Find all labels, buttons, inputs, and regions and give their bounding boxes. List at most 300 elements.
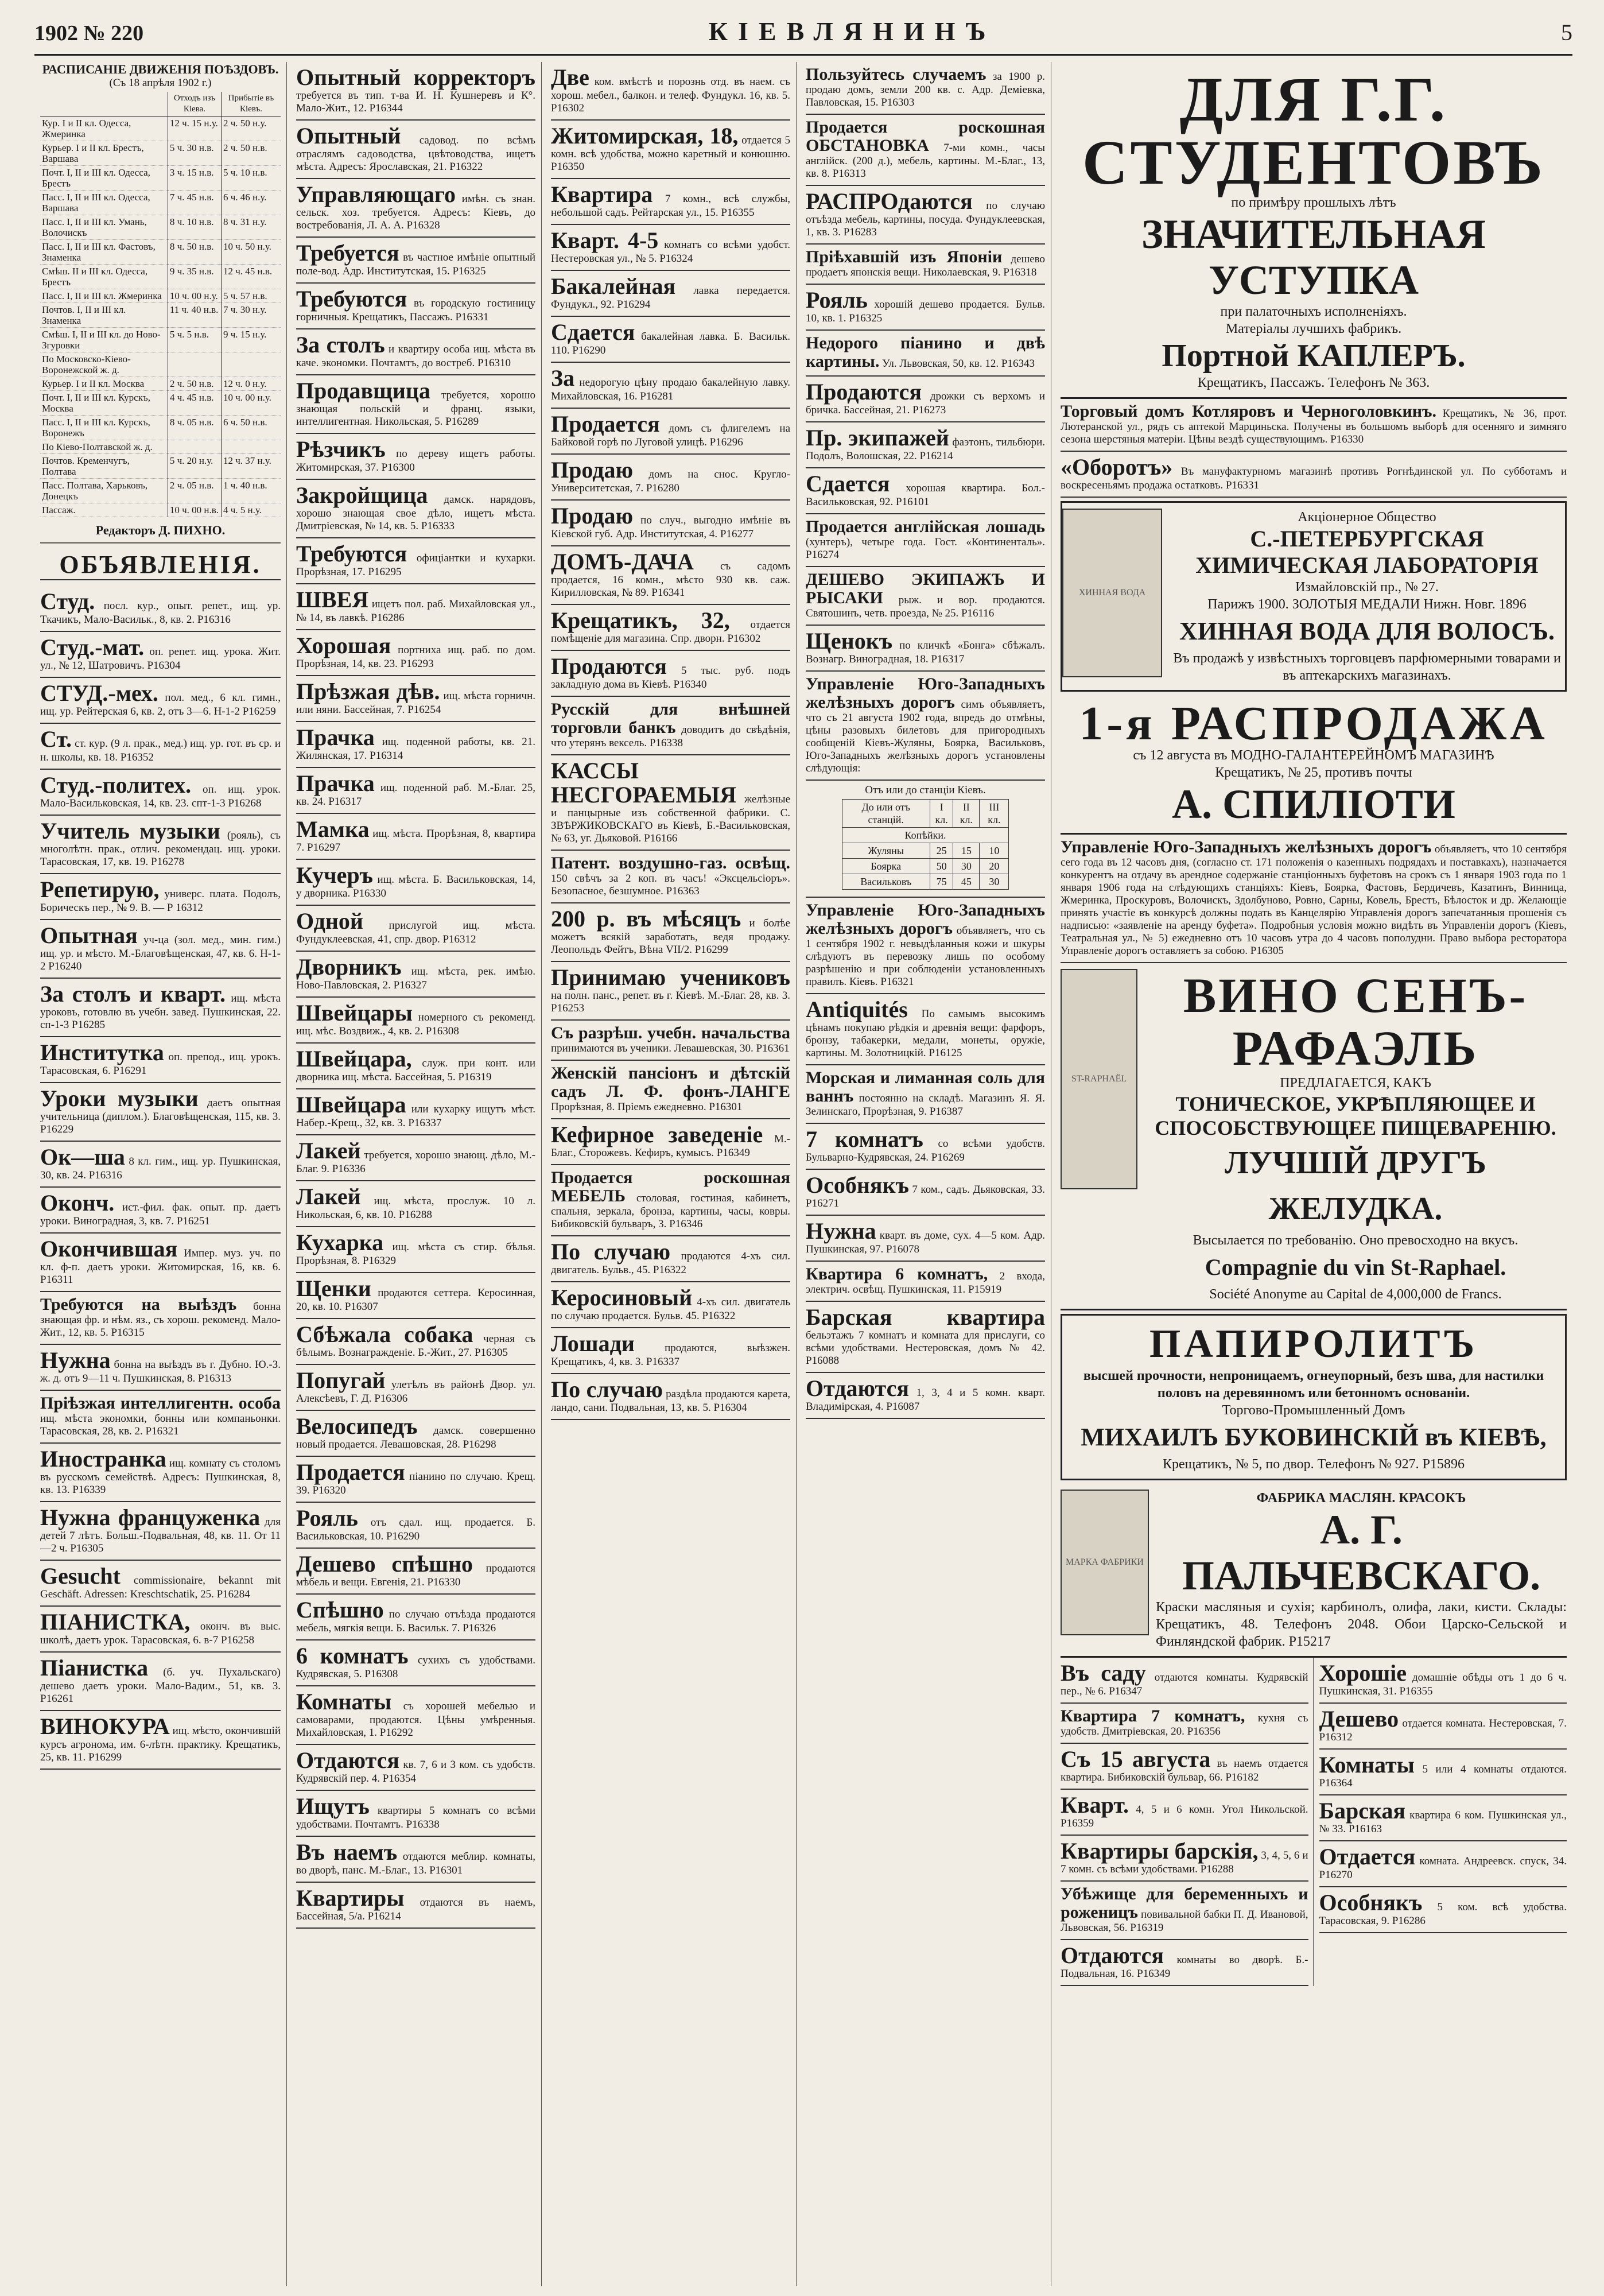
ad-heading: Требуются — [296, 286, 407, 312]
ad-body: оп. репет. ищ. урока. Жит. ул., № 12, Шатровичъ. P16304 — [40, 646, 281, 672]
classified-ad — [806, 1302, 1045, 1373]
ad-body: commissionaire, bekannt mit Geschäft. Adressen: Kreschtschatik, 25. P16284 — [40, 1574, 281, 1600]
timetable-cell: 10 ч. 50 н.у. — [221, 240, 281, 265]
ad-heading: Требуется — [296, 240, 399, 266]
ad-body: пол. мед., 6 кл. гимн., ищ. ур. Рейтерская 6, кв. 2, отъ 3—6. Н-1-2 P16259 — [40, 692, 281, 718]
ad-heading: Закройщица — [296, 482, 428, 508]
classified-ad — [296, 1273, 535, 1319]
classified-ad — [806, 115, 1045, 186]
ad-heading: Продается — [296, 1459, 405, 1485]
classified-ad — [551, 179, 790, 225]
ad-heading: Швейцары — [296, 1000, 413, 1026]
ad-heading: Сдается — [551, 319, 635, 345]
ad-heading: Рояль — [806, 287, 868, 313]
timetable-cell: По Московско-Кіево-Воронежской ж. д. — [42, 354, 131, 375]
fares-cell: 75 — [930, 874, 953, 890]
classified-ad — [296, 860, 535, 906]
ad-heading: Дешево спѣшно — [296, 1551, 473, 1577]
lab-company-type: Акціонерное Общество — [1298, 510, 1436, 525]
classified-ad — [40, 1444, 281, 1502]
ad-body: (рояль), съ многолѣтн. прак., отлич. рекомендац. ищ. уроки. Тарасовская, 17, кв. 19. P16278 — [40, 829, 281, 868]
papirolit-owner: МИХАИЛЪ БУКОВИНСКІЙ въ КІЕВѢ, — [1081, 1423, 1547, 1451]
classified-ad — [40, 874, 281, 920]
ad-body: дрожки съ верхомъ и бричка. Бассейная, 21. P16273 — [806, 390, 1046, 416]
ad-heading: Студ.-мат. — [40, 634, 145, 660]
classified-ad — [551, 225, 790, 271]
classified-ad — [1319, 1658, 1567, 1704]
timetable-cell — [168, 440, 221, 454]
ad-body: бонна знающая фр. и нѣм. яз., съ хорош. рекоменд. Мало-Жит., 12, кв. 5. P16315 — [40, 1301, 281, 1339]
papirolit-ad — [1061, 1314, 1567, 1480]
timetable-cell: Курьер. I и II кл. Брестъ, Варшава — [42, 142, 144, 164]
fares-unit: Копѣйки. — [842, 828, 1009, 843]
timetable-subtitle: (Съ 18 апрѣля 1902 г.) — [109, 77, 212, 89]
ad-body: со всѣми удобств. Бульварно-Кудрявская, 24. P16269 — [806, 1138, 1045, 1163]
ad-body: кв. 7, 6 и 3 ком. съ удобств. Кудрявскій пер. 4. P16354 — [296, 1759, 536, 1785]
ad-heading: 7 комнатъ — [806, 1126, 923, 1152]
ad-heading: Квартиры — [296, 1885, 405, 1911]
ad-heading: РАСПРОдаются — [806, 188, 973, 214]
timetable-cell: 12 ч. 0 н.у. — [221, 377, 281, 391]
ad-heading: Учитель музыки — [40, 818, 220, 844]
classified-ad — [296, 1883, 535, 1929]
classified-ad — [551, 1282, 790, 1328]
lab-name: С.-ПЕТЕРБУРГСКАЯ ХИМИЧЕСКАЯ ЛАБОРАТОРІЯ — [1195, 526, 1539, 578]
ad-heading: Комнаты — [1319, 1752, 1415, 1778]
railway-body: объявляетъ, что 10 сентября сего года въ 12 часовъ дня, (согласно ст. 171 положенія о казенныхъ подрядахъ и поставкахъ), назначается конкурентъ на отдачу въ арендное содержаніе станціонныхъ буфетовъ на срокъ съ 1 января 1903 года по 1 января 1906 года на слѣдующихъ станціяхъ: Кіевъ, Боярка, Фастовъ, Бердичевъ, Казатинъ, Винница, Жмеринка, Проскуровъ, Волочискъ, Здолбуново, Ровно, Сарны, Ковель, Брестъ, Бѣлосток и др. Желающіе принять участіе въ конкурсѣ должны подать въ Канцелярію Управленія дорогъ запечатанныя прошенія съ надписью: «заявленіе на аренду буфета». Подробныя условія можно видѣть въ Управленіи дорогъ (Кіевъ, Театральная ул., № 5) ежедневно отъ 10 часовъ утра до 4 часовъ пополудни. Право выбора ресторатора Управленіе дорогъ оставляетъ за собою. P16305 — [1061, 843, 1567, 957]
ad-body: раздѣла продаются карета, ландо, сани. Подвальная, 13, кв. 5. P16304 — [551, 1388, 791, 1414]
ad-heading: Студ.-политех. — [40, 772, 192, 798]
classified-ad — [1319, 1795, 1567, 1841]
sale-ad — [1061, 695, 1567, 835]
timetable-cell: Пасс. Полтава, Харьковъ, Донецкъ — [42, 480, 148, 502]
timetable-cell: 5 ч. 30 н.в. — [168, 141, 221, 166]
classified-ad — [551, 546, 790, 605]
classified-ad — [551, 455, 790, 501]
ad-heading: Antiquités — [806, 996, 908, 1022]
ad-body: 5 тыс. руб. подъ закладную дома въ Кіевѣ. P16340 — [551, 665, 791, 691]
classified-ad — [551, 1119, 790, 1165]
ad-body: по случаю отъѣзда мебель, картины, посуда. Фундуклеевская, 1, кв. 3. P16283 — [806, 200, 1046, 238]
ad-heading: Хорошая — [296, 633, 391, 658]
fares-table — [842, 799, 1009, 890]
ad-heading: Рѣзчикъ — [296, 436, 386, 462]
fares-cell: Васильковъ — [842, 874, 930, 890]
classified-ad — [806, 567, 1045, 626]
classified-ad — [806, 186, 1045, 245]
classified-ad — [296, 1549, 535, 1595]
ad-body: кухня съ удобств. Дмитріевская, 20. P16356 — [1061, 1712, 1308, 1737]
ad-body: желѣзные и панцырные изъ собственной фабрики. С. ЗВѢРЖИКОВСКАГО въ Кіевѣ, Б.-Васильковская, № 63, уг. Дьяковой. P16166 — [551, 793, 790, 844]
classified-ad — [40, 1142, 281, 1188]
classified-ad — [551, 1236, 790, 1282]
ad-heading: Сбѣжала собака — [296, 1321, 473, 1347]
ad-heading: Институтка — [40, 1040, 164, 1065]
col5-left-ads — [1061, 1658, 1314, 1986]
ad-heading: Барская квартира — [806, 1304, 1045, 1330]
wine-name: ВИНО СЕНЪ-РАФАЭЛЬ — [1183, 968, 1528, 1076]
paint-factory-body: Краски масляныя и сухія; карбинолъ, олифа, лаки, кисти. Склады: Крещатикъ, 48. Телефонъ 2048. Обои Царско-Сельской и Финляндской фабрик. P15217 — [1156, 1600, 1567, 1649]
fares-row — [842, 874, 1009, 890]
editor-line: Редакторъ Д. ПИХНО. — [40, 523, 281, 544]
ad-body: дамск. совершенно новый продается. Левашовская, 28. P16298 — [296, 1425, 535, 1450]
classified-ad — [40, 920, 281, 979]
ad-body: 4, 5 и 6 комн. Угол Никольской. P16359 — [1061, 1804, 1308, 1829]
ad-body: комнаты во дворѣ. Б.-Подвальная, 16. P16349 — [1061, 1954, 1308, 1980]
ad-heading: Управленіе Юго-Западныхъ желѣзныхъ дорогъ — [806, 901, 1045, 938]
ad-heading: Патент. воздушно-газ. освѣщ. — [551, 854, 790, 872]
ad-body: квартиры 5 комнатъ со всѣми удобствами. Почтамтъ. P16338 — [296, 1805, 536, 1830]
classified-ad — [40, 979, 281, 1037]
papirolit-address: Крещатикъ, № 5, по двор. Телефонъ № 927. P15896 — [1162, 1457, 1465, 1472]
sale-address: Крещатикъ, № 25, противъ почты — [1215, 765, 1412, 780]
timetable-row — [40, 215, 281, 240]
timetable-cell: 12 ч. 15 н.у. — [168, 117, 221, 141]
ad-body: ищ. мѣста. Б. Васильковская, 14, у дворника. P16330 — [296, 874, 535, 899]
paint-factory-ad — [1061, 1484, 1567, 1658]
ad-body: 5 ком. всѣ удобства. Тарасовская, 9. P16286 — [1319, 1901, 1567, 1927]
timetable-cell: 2 ч. 05 н.в. — [168, 479, 221, 503]
paint-factory-owner: А. Г. ПАЛЬЧЕВСКАГО. — [1182, 1507, 1541, 1599]
ad-body: (хунтеръ), четыре года. Гост. «Континенталь». P16274 — [806, 536, 1045, 561]
ad-heading: Женскій пансіонъ и дѣтскій садъ Л. Ф. фонъ-ЛАНГЕ — [551, 1064, 790, 1101]
chem-lab-ad — [1061, 501, 1567, 692]
classified-ad — [1319, 1841, 1567, 1887]
ad-body: домъ на снос. Кругло-Университетская, 7. P16280 — [551, 468, 791, 494]
ad-body: садовод. по всѣмъ отраслямъ садоводства, цвѣтоводства, ищетъ мѣста. Адресъ: Ярославская, 21. P16322 — [296, 134, 535, 173]
ad-heading: Русскій для внѣшней торговли банкъ — [551, 700, 790, 737]
ad-body: портниха ищ. раб. по дом. Прорѣзная, 14, кв. 23. P16293 — [296, 644, 535, 670]
ad-body: въ частное имѣніе опытный поле-вод. Адр. Институтская, 15. P16325 — [296, 251, 536, 277]
ad-heading: Оконч. — [40, 1190, 115, 1216]
ad-heading: Кефирное заведеніе — [551, 1122, 763, 1147]
timetable-cell: 12 ч. 37 н.у. — [221, 454, 281, 479]
ad-heading: Крещатикъ, 32, — [551, 607, 730, 633]
col4-ads-continued — [806, 898, 1045, 1419]
oborot-body: Въ мануфактурномъ магазинѣ противъ Рогнѣдинской ул. По субботамъ и воскресеньямъ продажа остатковъ. P16331 — [1061, 466, 1567, 491]
ad-body: отдается комната. Нестеровская, 7. P16312 — [1319, 1717, 1567, 1743]
train-timetable — [40, 92, 281, 517]
tailor-address: Крещатикъ, Пассажъ. Телефонъ № 363. — [1197, 375, 1430, 390]
classified-ad — [1319, 1887, 1567, 1933]
timetable-cell: 4 ч. 45 н.в. — [168, 391, 221, 416]
ad-body: Импер. муз. уч. по кл. ф-п. даетъ уроки. Житомирская, 16, кв. 6. P16311 — [40, 1247, 281, 1286]
classified-ad — [806, 1373, 1045, 1419]
timetable-cell: 9 ч. 15 н.у. — [221, 328, 281, 352]
ad-body: продаются 4-хъ сил. двигатель. Бульв., 45. P16322 — [551, 1250, 790, 1276]
ad-body: въ наемъ отдается квартира. Бибиковскій бульвар, 66. P16182 — [1061, 1758, 1308, 1783]
timetable-cell: Почтов. I, II и III кл. Знаменка — [42, 304, 126, 326]
classified-ad — [551, 851, 790, 903]
fares-cell: Жуляны — [842, 843, 930, 859]
classified-ad — [551, 317, 790, 363]
ad-heading: ДОМЪ-ДАЧА — [551, 549, 694, 575]
classified-ad — [296, 121, 535, 179]
students-text-2: при палаточныхъ исполненіяхъ. — [1220, 304, 1407, 319]
ad-heading: ШВЕЯ — [296, 587, 369, 612]
ad-heading: Недорого піанино и двѣ картины. — [806, 333, 1045, 371]
classified-ad — [296, 630, 535, 676]
fares-row — [842, 859, 1009, 874]
ad-body: и квартиру особа ищ. мѣста въ каче. экономки. Почтамтъ, до востреб. P16310 — [296, 343, 535, 369]
ad-body: 8 кл. гим., ищ. ур. Пушкинская, 30, кв. 24. P16316 — [40, 1155, 281, 1181]
railway-buffet-ad — [1061, 835, 1567, 963]
tailor-name: Портной КАПЛЕРЪ. — [1162, 338, 1466, 374]
classified-ad — [806, 1065, 1045, 1124]
ad-body: 7 комн., всѣ службы, небольшой садъ. Рейтарская ул., 15. P16355 — [551, 193, 790, 219]
classified-ad — [40, 632, 281, 678]
ad-body: хорошій дешево продается. Бульв. 10, кв. 1. P16325 — [806, 298, 1045, 324]
ad-body: номерного съ рекоменд. ищ. мѣс. Воздвиж., 4, кв. 2. P16308 — [296, 1011, 536, 1037]
timetable-row — [40, 454, 281, 479]
ad-heading: Піанистка — [40, 1655, 149, 1681]
classified-ad — [40, 586, 281, 632]
ad-body: отъ сдал. ищ. продается. Б. Васильковская, 10. P16290 — [296, 1517, 536, 1542]
timetable-cell: 12 ч. 45 н.в. — [221, 265, 281, 289]
wine-offered: ПРЕДЛАГАЕТСЯ, КАКЪ — [1280, 1076, 1431, 1091]
ad-heading: Убѣжище для беременныхъ и роженицъ — [1061, 1884, 1308, 1922]
timetable-cell: Смѣш. I, II и III кл. до Ново-Згуровки — [42, 329, 161, 351]
ad-body: (б. уч. Пухальскаго) дешево даетъ уроки. Мало-Вадим., 51, кв. 3. P16261 — [40, 1666, 281, 1705]
ad-heading: Лакей — [296, 1184, 361, 1209]
classified-ad — [551, 1374, 790, 1420]
ad-body: на полн. панс., репет. въ г. Кіевѣ. М.-Благ. 28, кв. 3. P16253 — [551, 990, 790, 1014]
timetable-cell: 10 ч. 00 н.в. — [168, 503, 221, 517]
ad-body: объявляетъ, что съ 1 сентября 1902 г. невыдѣланныя кожи и шкуры слѣдуютъ въ перевозку лишь по особому разрѣшенію и при соблюденіи установленныхъ правилъ. Кіевъ. P16321 — [806, 925, 1046, 988]
ad-heading: Прачка — [296, 724, 375, 750]
classified-ad — [296, 1089, 535, 1135]
ad-heading: Уроки музыки — [40, 1085, 199, 1111]
fares-cell: 45 — [953, 874, 980, 890]
column-3 — [545, 62, 797, 2286]
ad-heading: Кучеръ — [296, 862, 373, 888]
classified-ad — [806, 1170, 1045, 1216]
ad-heading: Съ 15 августа — [1061, 1746, 1211, 1772]
classified-ad — [551, 697, 790, 755]
ad-body: дамск. нарядовъ, хорошо знающая свое дѣло, ищетъ мѣста. Дмитріевская, № 14, кв. 5. P16333 — [296, 494, 536, 532]
ad-heading: Квартира 7 комнатъ, — [1061, 1707, 1245, 1725]
classified-ad — [551, 121, 790, 179]
papirolit-house: Торгово-Промышленный Домъ — [1222, 1403, 1405, 1418]
ad-body: фаэтонъ, тильбюри. Подолъ, Волошская, 22. P16214 — [806, 436, 1045, 462]
oborot-heading: «Оборотъ» — [1061, 454, 1173, 480]
classified-ad — [296, 906, 535, 952]
timetable-cell: 2 ч. 50 н.в. — [221, 141, 281, 166]
newspaper-title: КІЕВЛЯНИНЪ — [708, 17, 996, 46]
timetable-cell — [221, 352, 281, 377]
ad-body: по случ., выгодно имѣніе въ Кіевской губ. Адр. Институтская, 4. P16277 — [551, 514, 790, 540]
ad-body: 4-хъ сил. двигатель по случаю продается. Бульв. 45. P16322 — [551, 1296, 790, 1322]
classified-ad — [551, 1021, 790, 1061]
timetable-row — [40, 503, 281, 517]
classified-ad — [551, 1328, 790, 1374]
timetable-cell: 5 ч. 20 н.у. — [168, 454, 221, 479]
timetable-cell: 8 ч. 31 н.у. — [221, 215, 281, 240]
classified-ad — [551, 1061, 790, 1119]
ad-heading: Требуются — [296, 541, 407, 567]
ad-body: отдаются въ наемъ, Бассейная, 5/а. P16214 — [296, 1896, 536, 1922]
timetable-cell: Пасс. I, II и III кл. Жмеринка — [42, 290, 162, 301]
classified-ad — [296, 1837, 535, 1883]
timetable-cell: 6 ч. 46 н.у. — [221, 191, 281, 215]
ad-body: бакалейная лавка. Б. Васильк. 110. P16290 — [551, 331, 791, 356]
ad-body: или кухарку ищутъ мѣст. Набер.-Крещ., 32, кв. 3. P16337 — [296, 1103, 535, 1129]
ad-body: сухихъ съ удобствами. Кудрявская, 5. P16308 — [296, 1654, 536, 1680]
timetable-cell: 8 ч. 05 н.в. — [168, 416, 221, 440]
classified-ad — [551, 363, 790, 409]
classified-ad — [806, 422, 1045, 468]
classified-ad — [551, 409, 790, 455]
kotlyar-body: Крещатикъ, № 36, прот. Лютеранской ул., рядъ съ аптекой Марциньска. Получены въ большомъ выборѣ для осенняго и зимняго сезона шерстяныя матеріи. Цѣны вездѣ существующимъ. P16330 — [1061, 408, 1567, 445]
classified-ad — [296, 62, 535, 121]
ad-body: даетъ опытная учительница (диплом.). Благовѣщенская, 115, кв. 3. P16229 — [40, 1097, 281, 1135]
classified-ad — [40, 1292, 281, 1345]
timetable-cell: 3 ч. 15 н.в. — [168, 166, 221, 191]
classified-ad — [1319, 1750, 1567, 1795]
ad-heading: Кварт. 4-5 — [551, 227, 659, 253]
timetable-cell: 10 ч. 00 н.у. — [168, 289, 221, 303]
classified-ad — [806, 672, 1045, 781]
ad-heading: Пріѣзжая интеллигентн. особа — [40, 1394, 281, 1413]
ad-heading: ПІАНИСТКА, — [40, 1609, 191, 1635]
ad-heading: Дешево — [1319, 1706, 1399, 1732]
ad-body: съ садомъ продается, 16 комн., мѣсто 930 кв. саж. Кирилловская, № 89. P16341 — [551, 560, 790, 599]
ad-body: бельэтажъ 7 комнатъ и комната для прислуги, со всѣми удобствами. Нестеровская, домъ № 42. P16088 — [806, 1329, 1045, 1367]
sale-headline: 1-я РАСПРОДАЖА — [1079, 697, 1548, 750]
lab-medals: Парижъ 1900. ЗОЛОТЫЯ МЕДАЛИ Нижн. Новг. 1896 — [1207, 597, 1527, 612]
ad-body: ищ. поденной раб. М.-Благ. 25, кв. 24. P16317 — [296, 782, 536, 808]
ad-body: піанино по случаю. Крещ. 39. P16320 — [296, 1471, 535, 1496]
timetable-cell: Почт. I, II и III кл. Одесса, Брестъ — [42, 167, 150, 189]
ad-heading: По случаю — [551, 1239, 671, 1265]
ad-heading: Кухарка — [296, 1230, 384, 1255]
classified-ad — [296, 676, 535, 722]
ad-heading: Управленіе Юго-Западныхъ желѣзныхъ дорогъ — [806, 674, 1045, 712]
wine-bottle-image — [1061, 969, 1137, 1189]
ad-body: ищетъ пол. раб. Михайловская ул., № 14, въ лавкѣ. P16286 — [296, 598, 535, 624]
ad-body: кварт. въ доме, сух. 4—5 ком. Адр. Пушкинская, 97. P16078 — [806, 1230, 1046, 1255]
timetable-row — [40, 352, 281, 377]
timetable-cell: 4 ч. 5 н.у. — [221, 503, 281, 517]
classified-ad — [551, 271, 790, 317]
fares-cell: 20 — [980, 859, 1009, 874]
ad-heading: Отдаются — [296, 1747, 400, 1773]
classified-ad — [1061, 1836, 1308, 1882]
classified-ad — [40, 1037, 281, 1083]
ad-heading: Ст. — [40, 726, 72, 752]
timetable-cell: Пассаж. — [42, 505, 76, 515]
timetable-row — [40, 191, 281, 215]
ad-heading: Требуются на выѣздъ — [40, 1295, 237, 1314]
ad-heading: По случаю — [551, 1376, 663, 1402]
classified-ad — [296, 1791, 535, 1837]
lab-availability: Въ продажѣ у извѣстныхъ торговцевъ парфюмерными товарами и въ аптекарскихъ магазинахъ. — [1173, 651, 1561, 683]
timetable-cell: 1 ч. 40 н.в. — [221, 479, 281, 503]
fares-cell: 25 — [930, 843, 953, 859]
ad-heading: Продается англійская лошадь — [806, 517, 1045, 536]
classified-ad — [296, 1503, 535, 1549]
classified-ad — [40, 1711, 281, 1770]
timetable-title: РАСПИСАНІЕ ДВИЖЕНІЯ ПОѢЗДОВЪ. — [42, 62, 279, 76]
ad-heading: ВИНОКУРА — [40, 1713, 170, 1739]
papirolit-desc: высшей прочности, непроницаемъ, огнеупорный, безъ шва, для настилки половъ на деревянномъ или бетонномъ основаніи. — [1083, 1368, 1544, 1401]
ad-body: ищ. мѣсто, окончившій курсъ агронома, им. 6-лѣтн. практику. Крещатикъ, 25, кв. 11. P16299 — [40, 1725, 281, 1763]
classified-ad — [806, 994, 1045, 1065]
ad-body: постоянно на складѣ. Магазинъ Я. Я. Зелинскаго, Прорѣзная, 9. P16387 — [806, 1092, 1045, 1118]
ad-heading: Лакей — [296, 1138, 361, 1163]
classified-ad — [806, 377, 1045, 422]
classified-ad — [40, 1502, 281, 1561]
ad-heading: Продаются — [551, 653, 667, 679]
ad-body: для детей 7 лѣтъ. Больш.-Подвальная, 48, кв. 11. От 11—2 ч. P16305 — [40, 1516, 281, 1554]
classified-ad — [806, 468, 1045, 514]
ad-heading: Барская — [1319, 1798, 1406, 1824]
fares-row — [842, 843, 1009, 859]
ad-heading: За столъ и кварт. — [40, 981, 226, 1007]
ad-body: лавка передается. Фундукл., 92. P16294 — [551, 285, 790, 311]
classified-ad — [296, 1595, 535, 1640]
timetable-cell: Пасс. I, II и III кл. Фастовъ, Знаменка — [42, 241, 156, 263]
ad-heading: Студ. — [40, 588, 95, 614]
classified-ad — [551, 62, 790, 121]
timetable-cell: 9 ч. 35 н.в. — [168, 265, 221, 289]
ad-heading: Комнаты — [296, 1689, 392, 1715]
ad-body: 7-ми комн., часы англійск. (200 д.), мебель, картины. М.-Благ., 13, кв. 8. P16313 — [806, 142, 1045, 180]
timetable-row — [40, 391, 281, 416]
ad-heading: Одной — [296, 908, 363, 934]
ad-body: отдается помѣщеніе для магазина. Спр. дворн. P16302 — [551, 619, 790, 645]
timetable-cell — [221, 440, 281, 454]
ad-body: Ул. Львовская, 50, кв. 12. P16343 — [882, 358, 1035, 370]
ad-body: ст. кур. (9 л. прак., мед.) ищ. ур. гот. въ ср. и н. школы, кв. 18. P16352 — [40, 738, 281, 763]
timetable-cell: Пасс. I, II и III кл. Умань, Волочискъ — [42, 216, 147, 238]
kotlyar-ad — [1061, 399, 1567, 452]
classified-ad — [296, 1640, 535, 1686]
ad-heading: Опытный — [296, 123, 401, 149]
ad-heading: Ок—ша — [40, 1144, 125, 1170]
classified-ad — [296, 1411, 535, 1457]
students-text-1: по примѣру прошлыхъ лѣтъ — [1231, 195, 1396, 210]
timetable-cell: 10 ч. 00 н.у. — [221, 391, 281, 416]
ad-body: ищ. поденной работы, кв. 21. Жилянская, 17. P16314 — [296, 736, 535, 762]
ad-heading: Керосиновый — [551, 1285, 693, 1310]
ad-body: служ. при конт. или дворника ищ. мѣста. Бассейная, 5. P16319 — [296, 1057, 535, 1083]
classified-ad — [40, 1188, 281, 1234]
column-2 — [290, 62, 542, 2286]
classified-ad — [40, 1083, 281, 1142]
classified-ad — [40, 1345, 281, 1391]
timetable-cell: 5 ч. 10 н.в. — [221, 166, 281, 191]
ad-heading: Велосипедъ — [296, 1413, 418, 1439]
ad-heading: Съ разрѣш. учебн. начальства — [551, 1023, 790, 1042]
ad-heading: 200 р. въ мѣсяцъ — [551, 906, 741, 932]
wine-company: Compagnie du vin St-Raphael. — [1205, 1254, 1506, 1280]
papirolit-name: ПАПИРОЛИТЪ — [1149, 1322, 1478, 1366]
ad-body: 2 входа, электрич. освѣщ. Пушкинская, 11. P15919 — [806, 1270, 1045, 1296]
ad-heading: Репетирую, — [40, 876, 160, 902]
classified-ad — [551, 651, 790, 697]
factory-mark-image — [1061, 1490, 1149, 1635]
ad-body: ищ. мѣста, прослуж. 10 л. Никольская, 6, кв. 10. P16288 — [296, 1195, 535, 1221]
fares-cell: Боярка — [842, 859, 930, 874]
col5-right-ads — [1319, 1658, 1567, 1986]
ad-body: 1, 3, 4 и 5 комн. кварт. Владимірская, 4. P16087 — [806, 1387, 1045, 1413]
ad-body: ком. вмѣстѣ и порознь отд. въ наем. съ хорош. мебел., балкон. и телеф. Фундукл. 16, кв. 5. P16302 — [551, 76, 790, 114]
ad-heading: Продается роскошная МЕБЕЛЬ — [551, 1168, 790, 1205]
classified-ad — [296, 584, 535, 630]
ad-body: офиціантки и кухарки. Прорѣзная, 17. P16295 — [296, 552, 535, 578]
classified-ad — [296, 375, 535, 434]
